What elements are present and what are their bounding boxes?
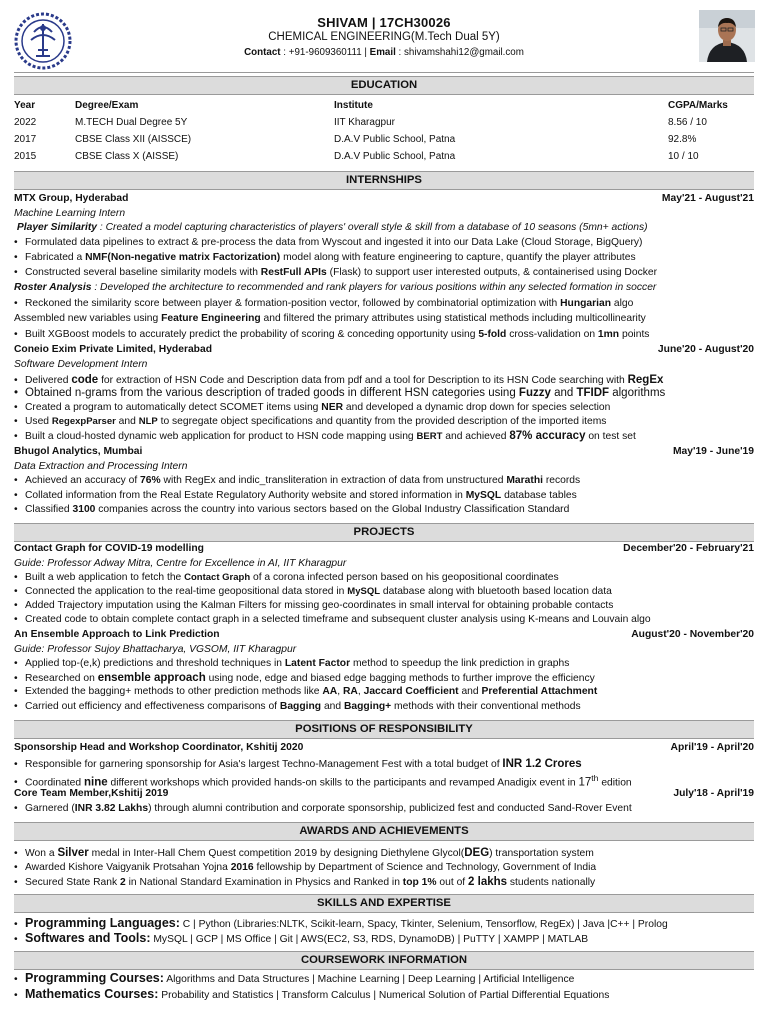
section-coursework: COURSEWORK INFORMATION — [14, 951, 754, 970]
cell: 92.8% — [668, 134, 697, 145]
internship-date: May'19 - June'19 — [672, 446, 754, 457]
list-item: • Obtained n-grams from the various description of traded goods in different HSN categories using Fuzzy and TFIDF algorithms — [14, 386, 754, 400]
section-awards: AWARDS AND ACHIEVEMENTS — [14, 822, 754, 841]
coursework-programming: • Programming Courses: Algorithms and Data Structures | Machine Learning | Deep Learning | Artificial Intelligence — [14, 971, 754, 985]
list-item: • Constructed several baseline similarity models with RestFull APIs (Flask) to support user interested outputs, & containerised using Docker — [14, 266, 754, 280]
list-item: • Reckoned the similarity score between player & formation-position vector, followed by combinatorial optimization with Hungarian algo — [14, 297, 754, 311]
list-item: • Achieved an accuracy of 76% with RegEx and indic_transliteration in extraction of data from unstructured Marathi records — [14, 474, 754, 488]
list-item: • Built XGBoost models to accurately predict the probability of scoring & conceding opportunity using 5-fold cross-validation on 1mn points — [14, 328, 754, 342]
internship-date: May'21 - August'21 — [661, 193, 754, 204]
list-item: • Secured State Rank 2 in National Standard Examination in Physics and Ranked in top 1% out of 2 lakhs students nationally — [14, 875, 754, 889]
section-education: EDUCATION — [14, 76, 754, 95]
list-item: • Won a Silver medal in Inter-Hall Chem Quest competition 2019 by designing Diethylene Glycol(DEG) transportation system — [14, 846, 754, 860]
profile-photo — [699, 10, 755, 62]
phone: +91-9609360111 — [288, 47, 362, 58]
list-item: • Used RegexpParser and NLP to segregate object specifications and quantity from the provided description of the imported items — [14, 415, 754, 429]
cell: 2015 — [14, 151, 37, 162]
email[interactable]: shivamshahi12@gmail.com — [403, 47, 524, 58]
list-item: • Carried out efficiency and effectiveness comparisons of Bagging and Bagging+ methods with their conventional methods — [14, 700, 754, 714]
cell: 2022 — [14, 117, 37, 128]
list-item: • Built a web application to fetch the Contact Graph of a corona infected person based on his geopositional coordinates — [14, 571, 754, 585]
project-date: August'20 - November'20 — [631, 629, 754, 640]
cell: 2017 — [14, 134, 37, 145]
internship-role: Data Extraction and Processing Intern — [14, 461, 188, 472]
table-row — [14, 148, 754, 165]
internship-mtx-title: MTX Group, Hyderabad May'21 - August'21 — [14, 193, 754, 204]
list-item: • Coordinated nine different workshops which provided hands-on skills to the participants and revamped Anadigix event in 17th edition — [14, 771, 754, 785]
cell: IIT Kharagpur — [334, 117, 395, 128]
list-item: • Formulated data pipelines to extract & pre-process the data from Wyscout and ingested it into our Data Lake (Cloud Storage, BigQuery) — [14, 236, 754, 250]
education-table — [14, 97, 754, 165]
list-item: • Connected the application to the real-time geopositional data stored in MySQL database along with bluetooth based location data — [14, 585, 754, 599]
list-item: • Awarded Kishore Vaigyanik Protsahan Yojna 2016 fellowship by Department of Science and Technology, Government of India — [14, 861, 754, 875]
cell: M.TECH Dual Degree 5Y — [75, 117, 188, 128]
list-item: • Created code to obtain complete contact graph in a selected timeframe and subsequent cluster analysis using K-means and Louvain algo — [14, 613, 754, 627]
internship-bhugol-title: Bhugol Analytics, Mumbai May'19 - June'19 — [14, 446, 754, 457]
project-guide: Guide: Professor Adway Mitra, Centre for Excellence in AI, IIT Kharagpur — [14, 558, 347, 569]
position-core-team-title: Core Team Member,Kshitij 2019 July'18 - April'19 — [14, 788, 754, 799]
list-item: • Researched on ensemble approach using node, edge and biased edge bagging methods to further improve the efficiency — [14, 671, 754, 685]
col-degree: Degree/Exam — [75, 100, 139, 111]
cell: CBSE Class X (AISSE) — [75, 151, 179, 162]
department: CHEMICAL ENGINEERING(M.Tech Dual 5Y) — [268, 31, 500, 43]
list-item: • Responsible for garnering sponsorship for Asia's largest Techno-Management Fest with a total budget of INR 1.2 Crores — [14, 757, 754, 771]
list-item: • Created a program to automatically detect SCOMET items using NER and developed a dynamic drop down for species selection — [14, 401, 754, 415]
list-item: • Delivered code for extraction of HSN Code and Description data from pdf and a tool for Description to its HSN Code searching with RegEx — [14, 373, 754, 387]
project-link-prediction-title: An Ensemble Approach to Link Prediction August'20 - November'20 — [14, 629, 754, 640]
col-institute: Institute — [334, 100, 373, 111]
internship-role: Software Development Intern — [14, 359, 148, 370]
coursework-mathematics: • Mathematics Courses: Probability and Statistics | Transform Calculus | Numerical Solution of Partial Differential Equations — [14, 987, 754, 1001]
section-projects: PROJECTS — [14, 523, 754, 542]
list-item: • Applied top-(e,k) predictions and threshold techniques in Latent Factor method to speedup the link prediction in graphs — [14, 657, 754, 671]
list-item: • Fabricated a NMF(Non-negative matrix Factorization) model along with feature engineering to capture, quantify the player attributes — [14, 251, 754, 265]
internship-date: June'20 - August'20 — [657, 344, 754, 355]
candidate-name: SHIVAM | 17CH30026 — [317, 15, 451, 30]
table-header-row — [14, 97, 754, 114]
project-guide: Guide: Professor Sujoy Bhattacharya, VGSOM, IIT Kharagpur — [14, 644, 297, 655]
header-divider — [14, 72, 754, 73]
project-covid-title: Contact Graph for COVID-19 modelling December'20 - February'21 — [14, 543, 754, 554]
cell: CBSE Class XII (AISSCE) — [75, 134, 192, 145]
cell: D.A.V Public School, Patna — [334, 151, 456, 162]
position-sponsorship-title: Sponsorship Head and Workshop Coordinator, Kshitij 2020 April'19 - April'20 — [14, 742, 754, 753]
internship-coneio-title: Coneio Exim Private Limited, Hyderabad June'20 - August'20 — [14, 344, 754, 355]
project-date: December'20 - February'21 — [623, 543, 754, 554]
cell: D.A.V Public School, Patna — [334, 134, 456, 145]
section-positions: POSITIONS OF RESPONSIBILITY — [14, 720, 754, 739]
table-row — [14, 114, 754, 131]
cell: 8.56 / 10 — [668, 117, 707, 128]
position-date: April'19 - April'20 — [670, 742, 754, 753]
section-skills: SKILLS AND EXPERTISE — [14, 894, 754, 913]
internship-role: Machine Learning Intern — [14, 208, 126, 219]
section-internships: INTERNSHIPS — [14, 171, 754, 190]
position-date: July'18 - April'19 — [673, 788, 754, 799]
list-item: • Garnered (INR 3.82 Lakhs) through alumni contribution and corporate sponsorship, publicized fest and conducted Sand-Rover Event — [14, 802, 754, 816]
resume-header — [0, 0, 768, 70]
list-item: Assembled new variables using Feature Engineering and filtered the primary attributes using statistical methods including multicollinearity — [14, 313, 646, 324]
skills-programming-languages: • Programming Languages: C | Python (Libraries:NLTK, Scikit-learn, Spacy, Tkinter, Selenium, Tensorflow, RegEx) | Java |C++ | Prolog — [14, 916, 754, 930]
project-heading: Player Similarity : Created a model capturing characteristics of players' overall style & skill from a database of 10 seasons (5mn+ actions) — [16, 222, 648, 233]
contact-line: Contact : +91-9609360111 | Email : shivamshahi12@gmail.com — [244, 47, 524, 58]
col-year: Year — [14, 100, 36, 111]
list-item: • Added Trajectory imputation using the Kalman Filters for missing geo-coordinates in small interval for obtaining probable contacts — [14, 599, 754, 613]
list-item: • Classified 3100 companies across the country into various sectors based on the Global Industry Classification Standard — [14, 503, 754, 517]
list-item: • Extended the bagging+ methods to other prediction methods like AA, RA, Jaccard Coefficient and Preferential Attachment — [14, 685, 754, 699]
col-cgpa: CGPA/Marks — [668, 100, 728, 111]
skills-software-tools: • Softwares and Tools: MySQL | GCP | MS Office | Git | AWS(EC2, S3, RDS, DynamoDB) | PuTTY | XAMPP | MATLAB — [14, 931, 754, 945]
list-item: • Collated information from the Real Estate Regulatory Authority website and stored information in MySQL database tables — [14, 489, 754, 503]
cell: 10 / 10 — [668, 151, 699, 162]
project-heading: Roster Analysis : Developed the architecture to recommended and rank players for various positions within any selected formation in soccer — [14, 282, 657, 293]
table-row — [14, 131, 754, 148]
list-item: • Built a cloud-hosted dynamic web application for product to HSN code mapping using BERT and achieved 87% accuracy on test set — [14, 429, 754, 443]
